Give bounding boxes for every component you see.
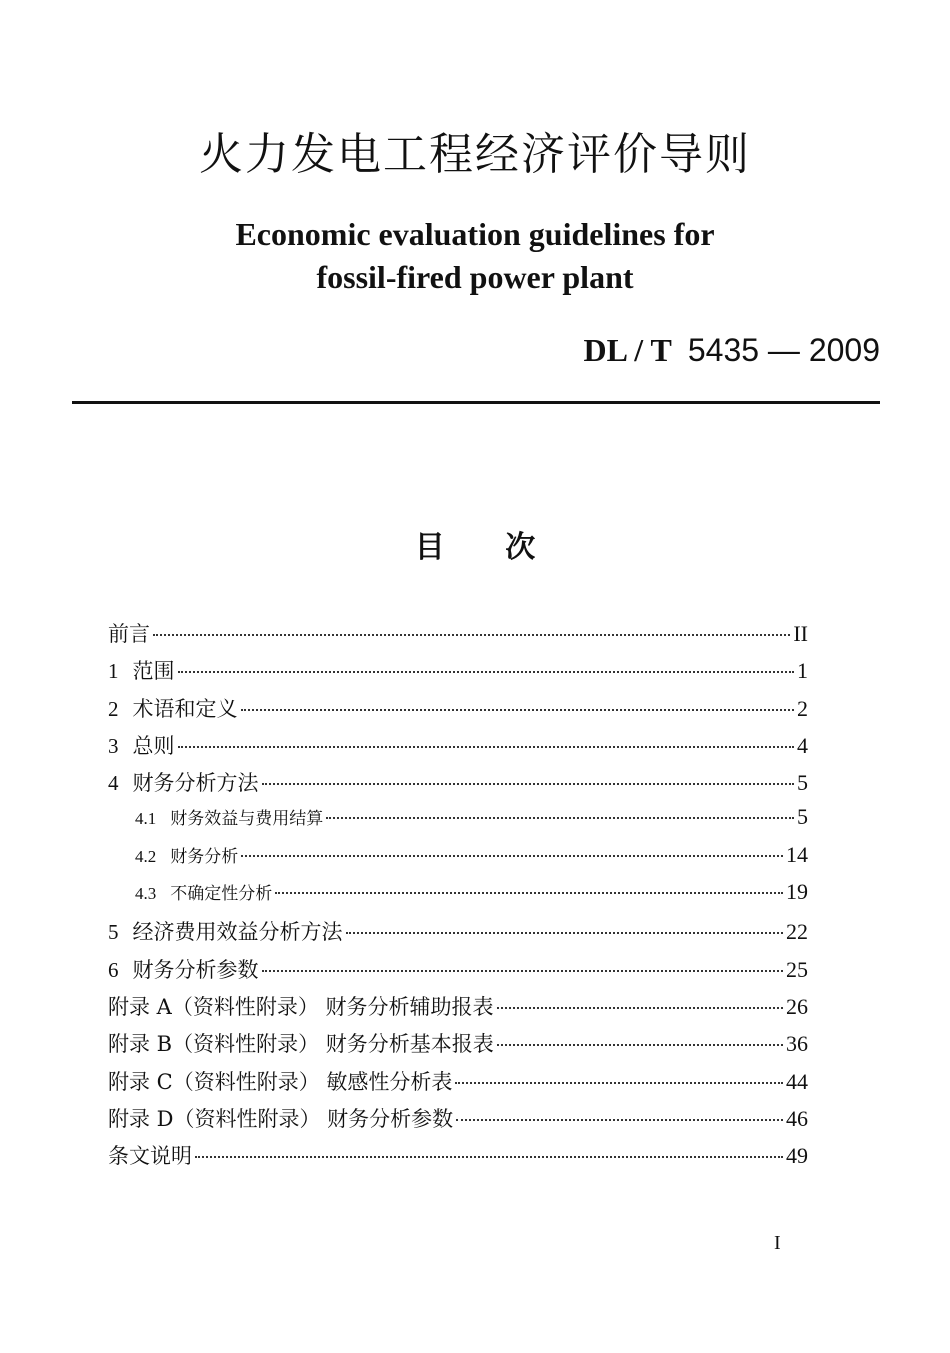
toc-title: 目 次: [414, 530, 536, 565]
dot-leader: [497, 1044, 783, 1046]
toc-entry-page: 44: [786, 1068, 808, 1094]
toc-entry[interactable]: [108, 1066, 808, 1103]
dot-leader: [178, 671, 795, 673]
toc-entry-page: II: [793, 621, 808, 646]
page-number: I: [774, 1232, 781, 1254]
toc-entry-number: 2: [108, 696, 119, 721]
toc-entry-page: 2: [797, 695, 808, 721]
dot-leader: [262, 783, 795, 785]
toc-entry[interactable]: [108, 991, 808, 1028]
toc-entry-label: 附录 B（资料性附录） 财务分析基本报表: [108, 1032, 494, 1057]
toc-entry[interactable]: [108, 954, 808, 991]
toc-entry-page: 46: [786, 1105, 808, 1131]
toc-entry-label: 术语和定义: [132, 696, 238, 721]
toc-entry-number: 6: [108, 957, 119, 982]
toc-entry-page: 1: [797, 658, 808, 684]
dot-leader: [241, 709, 795, 711]
toc-entry-number: 4.1: [135, 809, 157, 829]
dot-leader: [153, 634, 790, 636]
toc-entry[interactable]: [108, 804, 808, 841]
toc-entry-page: 36: [786, 1031, 808, 1057]
dot-leader: [326, 817, 794, 819]
toc-entry-page: 5: [797, 770, 808, 796]
header-rule: [72, 401, 880, 404]
toc-entry[interactable]: [108, 693, 808, 730]
toc-entry[interactable]: [108, 767, 808, 804]
toc-entry-label: 财务分析: [170, 846, 239, 867]
toc-entry[interactable]: [108, 618, 808, 655]
toc-entry-page: 14: [786, 841, 808, 867]
standard-number: [584, 332, 881, 369]
dot-leader: [178, 746, 795, 748]
toc-entry-page: 4: [797, 732, 808, 758]
dot-leader: [241, 855, 783, 857]
toc-entry[interactable]: [108, 842, 808, 879]
toc-entry-number: 4: [108, 771, 119, 796]
toc-entry-label: 附录 A（资料性附录） 财务分析辅助报表: [108, 994, 494, 1019]
dot-leader: [456, 1119, 783, 1121]
document-title-en-line1: Economic evaluation guidelines for: [235, 216, 715, 252]
toc-entry[interactable]: [108, 1140, 808, 1177]
toc-entry-page: 26: [786, 993, 808, 1019]
dot-leader: [455, 1082, 783, 1084]
dot-leader: [497, 1007, 783, 1009]
standard-prefix: DL / T: [583, 332, 672, 368]
toc-entry-label: 财务分析方法: [132, 771, 259, 796]
toc-entry-label: 条文说明: [108, 1144, 192, 1169]
standard-code: 5435 — 2009: [687, 332, 880, 368]
toc-entry-label: 范围: [132, 659, 175, 684]
toc-entry-label: 财务分析参数: [132, 957, 259, 982]
toc-entry[interactable]: [108, 879, 808, 916]
toc-entry-label: 不确定性分析: [170, 884, 273, 905]
toc-entry[interactable]: [108, 1103, 808, 1140]
toc-entry-number: 4.2: [135, 846, 157, 866]
toc-entry-label: 总则: [132, 733, 175, 758]
toc-entry-label: 附录 C（资料性附录） 敏感性分析表: [108, 1069, 453, 1094]
toc-entry-number: 4.3: [135, 884, 157, 904]
toc-entry[interactable]: [108, 916, 808, 953]
toc-entry[interactable]: [108, 655, 808, 692]
dot-leader: [346, 932, 784, 934]
dot-leader: [275, 892, 783, 894]
toc-entry-label: 经济费用效益分析方法: [132, 920, 343, 945]
toc-entry[interactable]: [108, 730, 808, 767]
toc-entry-number: 1: [108, 659, 119, 684]
dot-leader: [262, 970, 784, 972]
toc-entry-label: 附录 D（资料性附录） 财务分析参数: [108, 1106, 454, 1131]
toc-entry-number: 3: [108, 733, 119, 758]
dot-leader: [195, 1156, 783, 1158]
toc-entry-page: 5: [797, 804, 808, 830]
toc-entry-number: 5: [108, 920, 119, 945]
table-of-contents: [108, 618, 808, 1177]
toc-entry-page: 49: [786, 1143, 808, 1169]
document-title-en-line2: fossil-fired power plant: [316, 259, 634, 295]
toc-entry[interactable]: [108, 1028, 808, 1065]
toc-entry-page: 19: [786, 879, 808, 905]
toc-entry-label: 财务效益与费用结算: [170, 809, 324, 830]
document-title-cn: 火力发电工程经济评价导则: [199, 129, 751, 180]
toc-entry-page: 22: [786, 919, 808, 945]
toc-entry-page: 25: [786, 956, 808, 982]
toc-entry-label: 前言: [108, 622, 150, 646]
